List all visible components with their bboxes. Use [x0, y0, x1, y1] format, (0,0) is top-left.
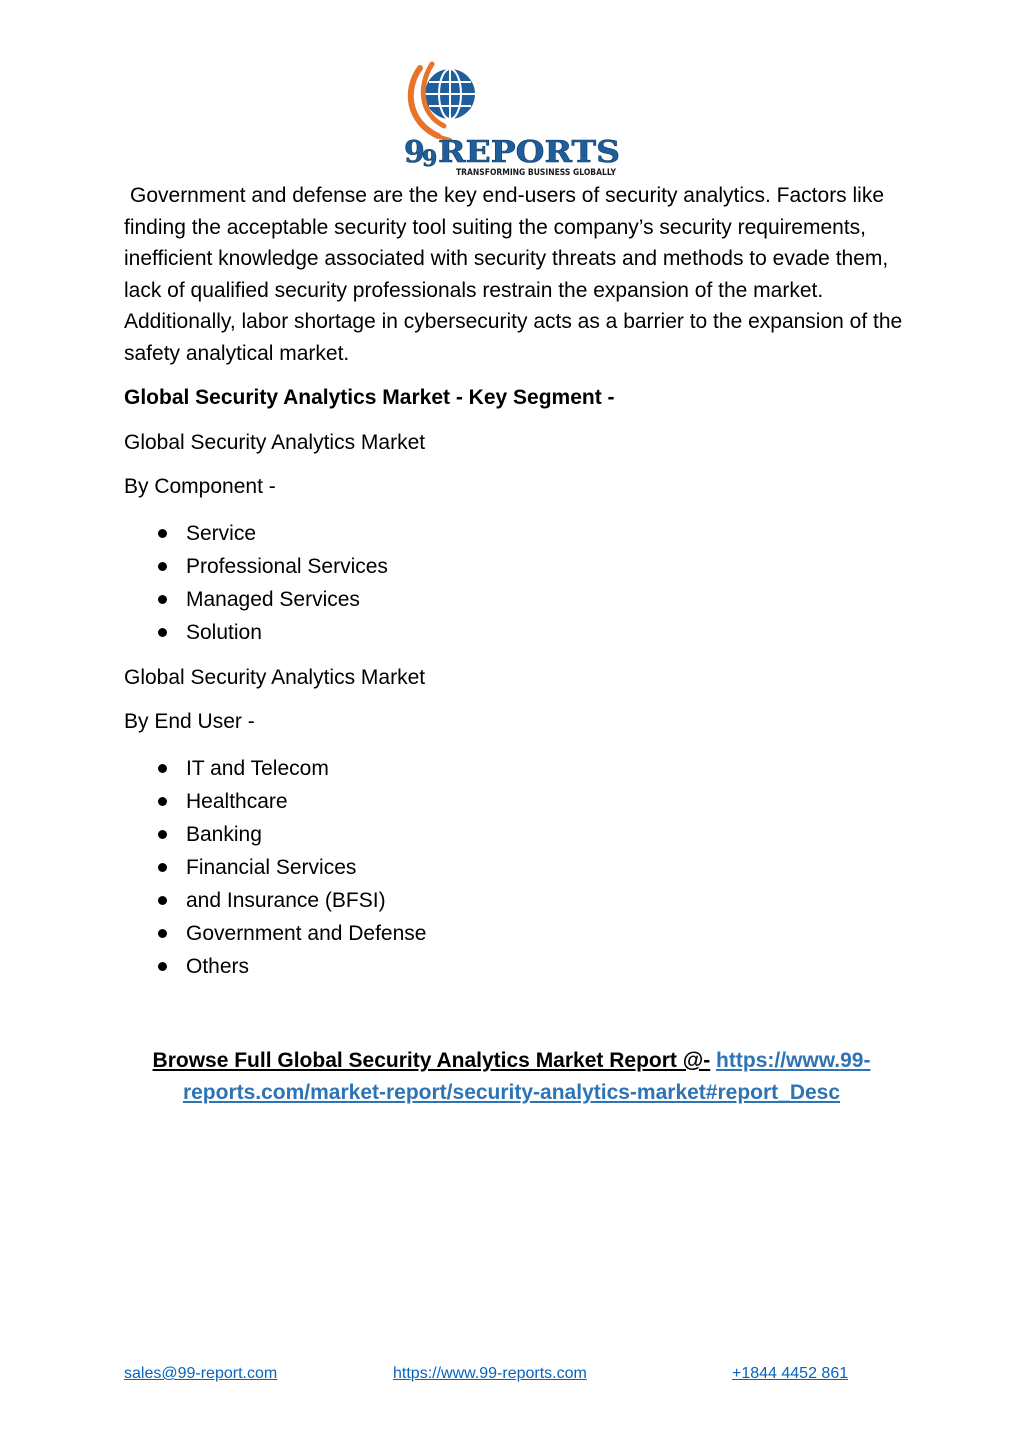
- list-item: [124, 583, 904, 616]
- list-item: [124, 917, 904, 950]
- bullet-icon: [158, 896, 167, 905]
- main-content: [124, 180, 904, 983]
- list-item-label: Financial Services: [186, 855, 357, 879]
- list-item: [124, 752, 904, 785]
- bullet-icon: [158, 562, 167, 571]
- list-item: [124, 616, 904, 649]
- end-user-list: [124, 752, 904, 983]
- browse-lead-text: Browse Full Global Security Analytics Market Report @-: [152, 1049, 711, 1072]
- end-user-market-label: Global Security Analytics Market: [124, 665, 426, 689]
- bullet-icon: [158, 929, 167, 938]
- website-link[interactable]: https://www.99-reports.com: [393, 1365, 587, 1382]
- svg-text:9: 9: [422, 146, 438, 172]
- svg-text:REPORTS: REPORTS: [438, 135, 620, 170]
- bullet-icon: [158, 863, 167, 872]
- list-item-label: Government and Defense: [186, 921, 427, 945]
- bullet-icon: [158, 628, 167, 637]
- bullet-icon: [158, 797, 167, 806]
- segment-heading: Global Security Analytics Market - Key Segment -: [124, 386, 615, 409]
- list-item-label: Others: [186, 954, 250, 978]
- list-item-label: Service: [186, 521, 257, 545]
- intro-paragraph: Government and defense are the key end-users of security analytics. Factors like finding the acceptable security tool suiting the company’s security requirements, inefficient knowledge associated with security threats and methods to evade them, lack of qualified security professionals restrain the expansion of the market. Additionally, labor shortage in cybersecurity acts as a barrier to the expansion of the safety analytical market.: [124, 184, 903, 365]
- end-user-by-label: By End User -: [124, 710, 255, 733]
- list-item-label: and Insurance (BFSI): [186, 888, 386, 912]
- bullet-icon: [158, 830, 167, 839]
- list-item: [124, 550, 904, 583]
- footer-phone: [732, 1363, 848, 1385]
- list-item: [124, 785, 904, 818]
- 99reports-logo: [398, 60, 628, 182]
- list-item: [124, 818, 904, 851]
- list-item-label: Solution: [186, 620, 262, 644]
- list-item: [124, 851, 904, 884]
- bullet-icon: [158, 595, 167, 604]
- list-item: [124, 884, 904, 917]
- list-item-label: Managed Services: [186, 587, 360, 611]
- component-by-label: By Component -: [124, 475, 276, 498]
- component-market-label: Global Security Analytics Market: [124, 430, 426, 454]
- list-item: [124, 950, 904, 983]
- list-item: [124, 517, 904, 550]
- list-item-label: Healthcare: [186, 789, 288, 813]
- email-link[interactable]: sales@99-report.com: [124, 1365, 278, 1382]
- list-item-label: Professional Services: [186, 554, 388, 578]
- list-item-label: Banking: [186, 822, 262, 846]
- report-link[interactable]: https://www.99-reports.com/market-report/security-analytics-market#report_Desc: [182, 1049, 871, 1104]
- footer-email: [124, 1363, 277, 1385]
- browse-report-callout: [100, 1045, 923, 1109]
- globe-icon: [425, 69, 475, 119]
- bullet-icon: [158, 529, 167, 538]
- bullet-icon: [158, 962, 167, 971]
- svg-text:TRANSFORMING BUSINESS GLOBALLY: TRANSFORMING BUSINESS GLOBALLY: [456, 168, 617, 178]
- footer-website: [393, 1363, 587, 1385]
- bullet-icon: [158, 764, 167, 773]
- phone-link[interactable]: +1844 4452 861: [732, 1365, 849, 1382]
- svg-text:9: 9: [404, 135, 425, 170]
- list-item-label: IT and Telecom: [186, 756, 329, 780]
- component-list: [124, 517, 904, 649]
